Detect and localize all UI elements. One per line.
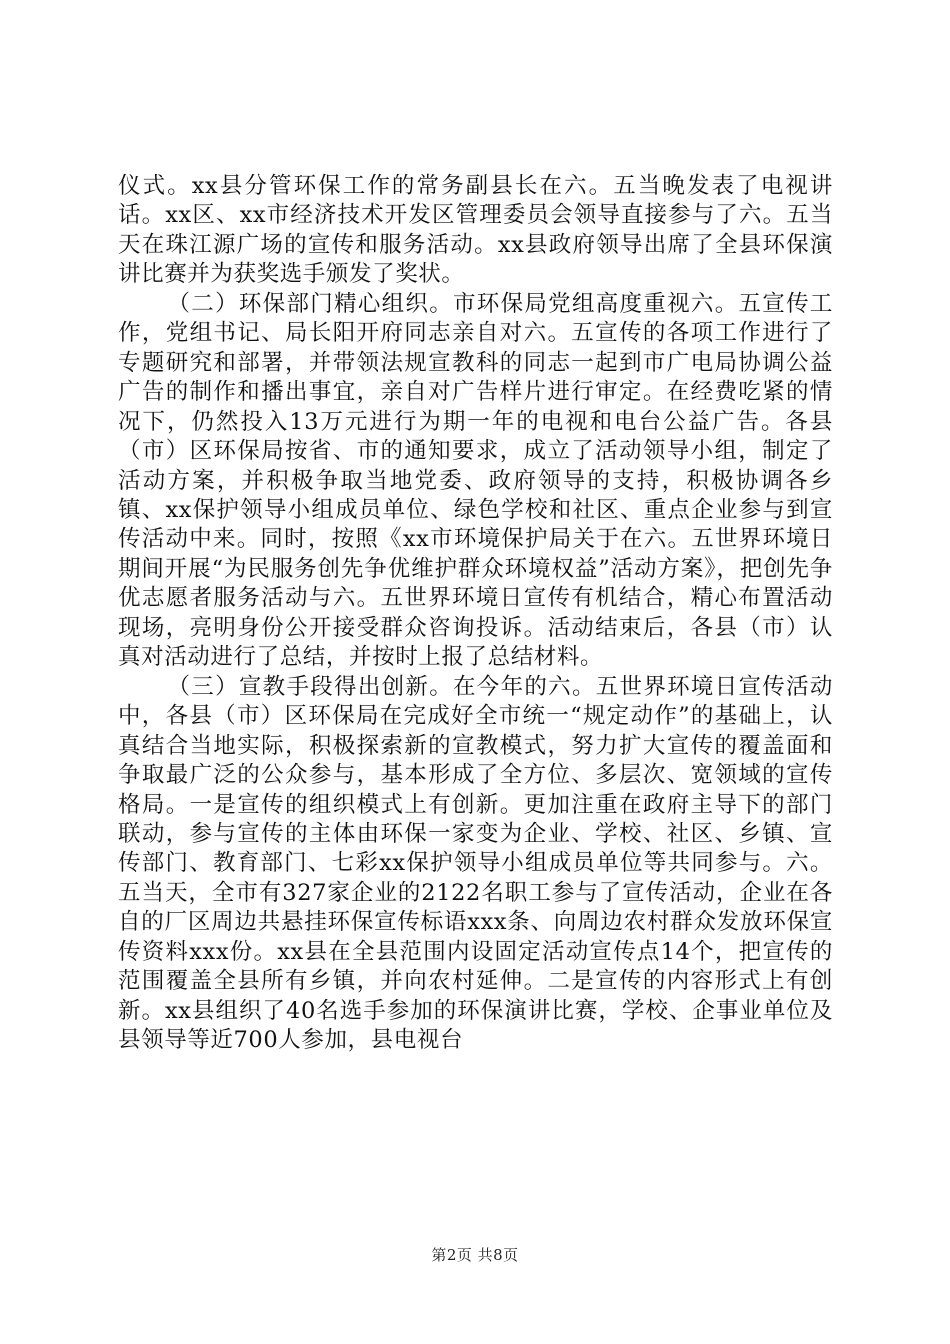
- document-body: [118, 172, 833, 1056]
- paragraph-1: 仪式。xx县分管环保工作的常务副县长在六。五当晚发表了电视讲话。xx区、xx市经济技术开发区管理委员会领导直接参与了六。五当天在珠江源广场的宣传和服务活动。xx县政府领导出席了全县环保演讲比赛并为获奖选手颁发了奖状。: [118, 173, 833, 288]
- paragraph-2: （二）环保部门精心组织。市环保局党组高度重视六。五宣传工作，党组书记、局长阳开府同志亲自对六。五宣传的各项工作进行了专题研究和部署，并带领法规宣教科的同志一起到市广电局协调公益广告的制作和播出事宜，亲自对广告样片进行审定。在经费吃紧的情况下，仍然投入13万元进行为期一年的电视和电台公益广告。各县（市）区环保局按省、市的通知要求，成立了活动领导小组，制定了活动方案，并积极争取当地党委、政府领导的支持，积极协调各乡镇、xx保护领导小组成员单位、绿色学校和社区、重点企业参与到宣传活动中来。同时，按照《xx市环境保护局关于在六。五世界环境日期间开展“为民服务创先争优维护群众环境权益”活动方案》，把创先争优志愿者服务活动与六。五世界环境日宣传有机结合，精心布置活动现场，亮明身份公开接受群众咨询投诉。活动结束后，各县（市）认真对活动进行了总结，并按时上报了总结材料。: [118, 290, 833, 671]
- page-number-footer: 第2页 共8页: [431, 1246, 519, 1264]
- paragraph-3: （三）宣教手段得出创新。在今年的六。五世界环境日宣传活动中，各县（市）区环保局在完成好全市统一“规定动作”的基础上，认真结合当地实际，积极探索新的宣教模式，努力扩大宣传的覆盖面和争取最广泛的公众参与，基本形成了全方位、多层次、宽领域的宣传格局。一是宣传的组织模式上有创新。更加注重在政府主导下的部门联动，参与宣传的主体由环保一家变为企业、学校、社区、乡镇、宣传部门、教育部门、七彩xx保护领导小组成员单位等共同参与。六。五当天，全市有327家企业的2122名职工参与了宣传活动，企业在各自的厂区周边共悬挂环保宣传标语xxx条、向周边农村群众发放环保宣传资料xxx份。xx县在全县范围内设固定活动宣传点14个，把宣传的范围覆盖全县所有乡镇，并向农村延伸。二是宣传的内容形式上有创新。xx县组织了40名选手参加的环保演讲比赛，学校、企事业单位及县领导等近700人参加，县电视台: [118, 673, 833, 1054]
